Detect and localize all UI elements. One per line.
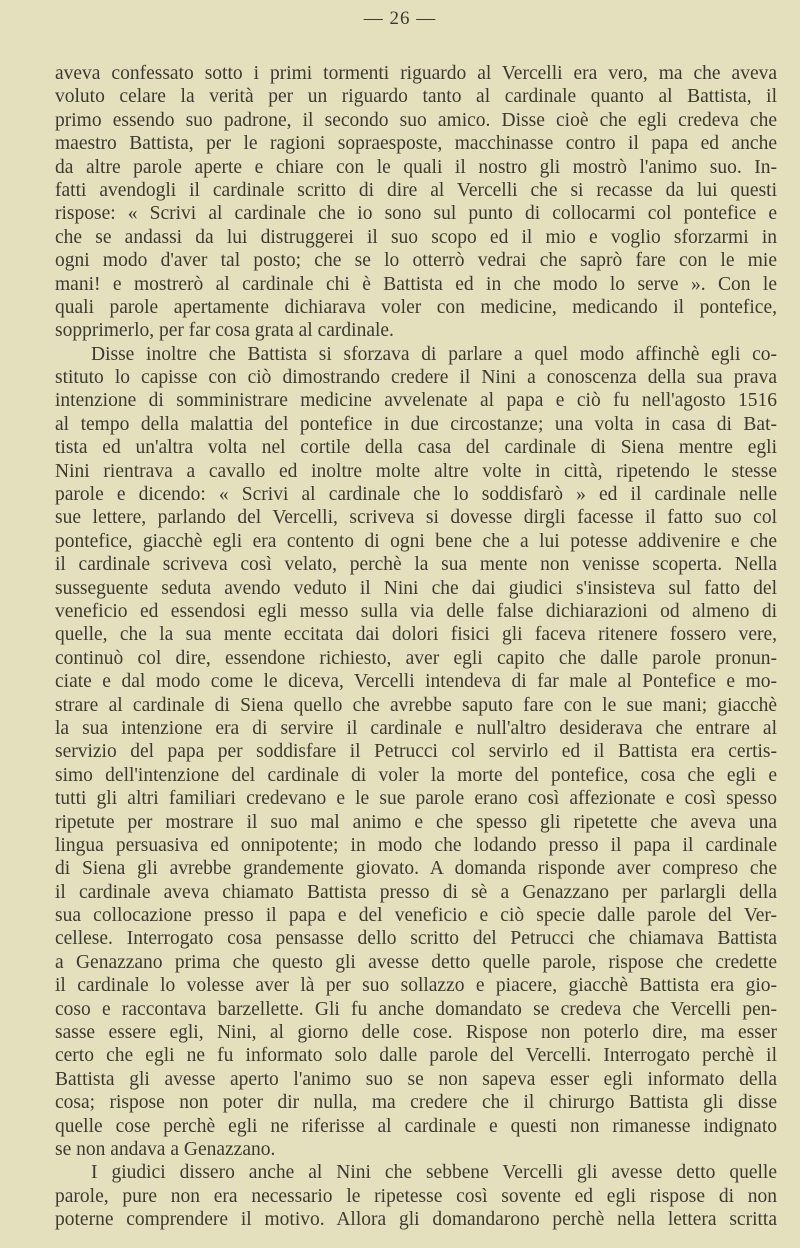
text-line: di Siena gli avrebbe grandemente giovato. A domanda risponde aver compreso che [55, 858, 777, 880]
text-line: primo essendo suo padrone, il secondo suo amico. Disse cioè che egli credeva che [55, 109, 777, 131]
text-line: al tempo della malattia del pontefice in due circostanze; una volta in casa di Bat- [55, 413, 777, 435]
text-line: parole, pure non era necessario le ripetesse così sovente ed egli rispose di non [55, 1185, 777, 1207]
text-line: intenzione di somministrare medicine avvelenate al papa e ciò fu nell'agosto 1516 [55, 390, 777, 412]
page-number: — 26 — [363, 8, 437, 29]
text-line: continuò col dire, essendone richiesto, aver egli capito che dalle parole pronun- [55, 647, 777, 669]
text-line: quelle, che la sua mente eccitata dai dolori fisici gli faceva ritenere fossero vere, [55, 624, 777, 646]
text-line: strare al cardinale di Siena quello che avrebbe saputo fare con le sue mani; giacchè [55, 694, 777, 716]
text-line: mani! e mostrerò al cardinale chi è Battista ed in che modo lo serve ». Con le [55, 273, 777, 295]
text-line: a Genazzano prima che questo gli avesse detto quelle parole, rispose che credette [55, 951, 777, 973]
paragraph [55, 62, 777, 343]
text-line: sua collocazione presso il papa e del veneficio e ciò specie dalle parole del Ver- [55, 905, 777, 927]
text-line: voluto celare la verità per un riguardo tanto al cardinale quanto al Battista, il [55, 86, 777, 108]
text-line: coso e raccontava barzellette. Gli fu anche domandato se credeva che Vercelli pen- [55, 998, 777, 1020]
text-line: veneficio ed essendosi egli messo sulla via delle false dichiarazioni od almeno di [55, 600, 777, 622]
text-line: da altre parole aperte e chiare con le quali il nostro gli mostrò l'animo suo. In- [55, 156, 777, 178]
text-line: pontefice, giacchè egli era contento di ogni bene che a lui potesse addivenire e che [55, 530, 777, 552]
text-line: se non andava a Genazzano. [55, 1138, 276, 1160]
paragraph [55, 343, 777, 1162]
text-line: sasse essere egli, Nini, al giorno delle cose. Rispose non poterlo dire, ma esser [55, 1022, 777, 1044]
text-line: susseguente seduta avendo veduto il Nini che dai giudici s'insisteva sul fatto del [55, 577, 777, 599]
text-line: fatti avendogli il cardinale scritto di dire al Vercelli che si recasse da lui questi [55, 179, 777, 201]
text-line: quelle cose perchè egli ne riferisse al cardinale e questi non rimanesse indignato [55, 1115, 777, 1137]
text-line: certo che egli ne fu informato solo dalle parole del Vercelli. Interrogato perchè il [55, 1045, 777, 1067]
text-line: il cardinale scriveva così velato, perchè la sua mente non venisse scoperta. Nella [55, 554, 777, 576]
text-line: rispose: « Scrivi al cardinale che io sono sul punto di collocarmi col pontefice e [55, 203, 777, 225]
text-line: cellese. Interrogato cosa pensasse dello scritto del Petrucci che chiamava Battista [55, 928, 777, 950]
text-line: simo dell'intenzione del cardinale di voler la morte del pontefice, cosa che egli e [55, 764, 777, 786]
text-line: sue lettere, parlando del Vercelli, scriveva si dovesse dirgli facesse il fatto suo col [55, 507, 777, 529]
text-line: maestro Battista, per le ragioni sopraesposte, macchinasse contro il papa ed anche [55, 133, 777, 155]
text-line: che se andassi da lui distruggerei il suo scopo ed il mio e voglio sforzarmi in [55, 226, 777, 248]
page-body [55, 62, 777, 1232]
text-line: servizio del papa per soddisfare il Petrucci col servirlo ed il Battista era certis- [55, 741, 777, 763]
text-line: Disse inoltre che Battista si sforzava di parlare a quel modo affinchè egli co- [91, 343, 777, 365]
text-line: la sua intenzione era di servire il cardinale e null'altro desiderava che entrare al [55, 717, 777, 739]
text-line: ogni modo d'aver tal posto; che se lo otterrò vedrai che saprò fare con le mie [55, 250, 777, 272]
text-line: Battista gli avesse aperto l'animo suo se non sapeva esser egli informato della [55, 1068, 777, 1090]
text-line: ripetute per mostrare il suo mal animo e che spesso gli ripetette che aveva una [55, 811, 777, 833]
text-line: cosa; rispose non poter dir nulla, ma credere che il chirurgo Battista gli disse [55, 1092, 777, 1114]
text-line: il cardinale lo volesse aver là per suo sollazzo e piacere, giacchè Battista era gio- [55, 975, 777, 997]
text-line: stituto lo capisse con ciò dimostrando credere il Nini a conoscenza della sua prava [55, 367, 777, 389]
text-line: ciate e dal modo come le diceva, Vercelli intendeva di far male al Pontefice e mo- [55, 671, 777, 693]
text-line: il cardinale aveva chiamato Battista presso di sè a Genazzano per parlargli della [55, 881, 777, 903]
text-line: quali parole apertamente dichiarava voler con medicine, medicando il pontefice, [55, 296, 777, 318]
text-line: I giudici dissero anche al Nini che sebbene Vercelli gli avesse detto quelle [91, 1162, 777, 1184]
text-line: parole e dicendo: « Scrivi al cardinale che lo soddisfarò » ed il cardinale nelle [55, 484, 777, 506]
text-line: Nini rientrava a cavallo ed inoltre molte altre volte in città, ripetendo le stesse [55, 460, 777, 482]
text-line: tista ed un'altra volta nel cortile della casa del cardinale di Siena mentre egli [55, 437, 777, 459]
text-line: aveva confessato sotto i primi tormenti riguardo al Vercelli era vero, ma che aveva [55, 63, 777, 84]
text-line: lingua persuasiva ed onnipotente; in modo che lodando presso il papa il cardinale [55, 834, 777, 856]
text-line: poterne comprendere il motivo. Allora gli domandarono perchè nella lettera scritta [55, 1209, 777, 1231]
text-line: tutti gli altri familiari credevano e le sue parole erano così affezionate e così spesso [55, 788, 777, 810]
text-line: sopprimerlo, per far cosa grata al cardinale. [55, 320, 394, 342]
paragraph [55, 1161, 777, 1231]
